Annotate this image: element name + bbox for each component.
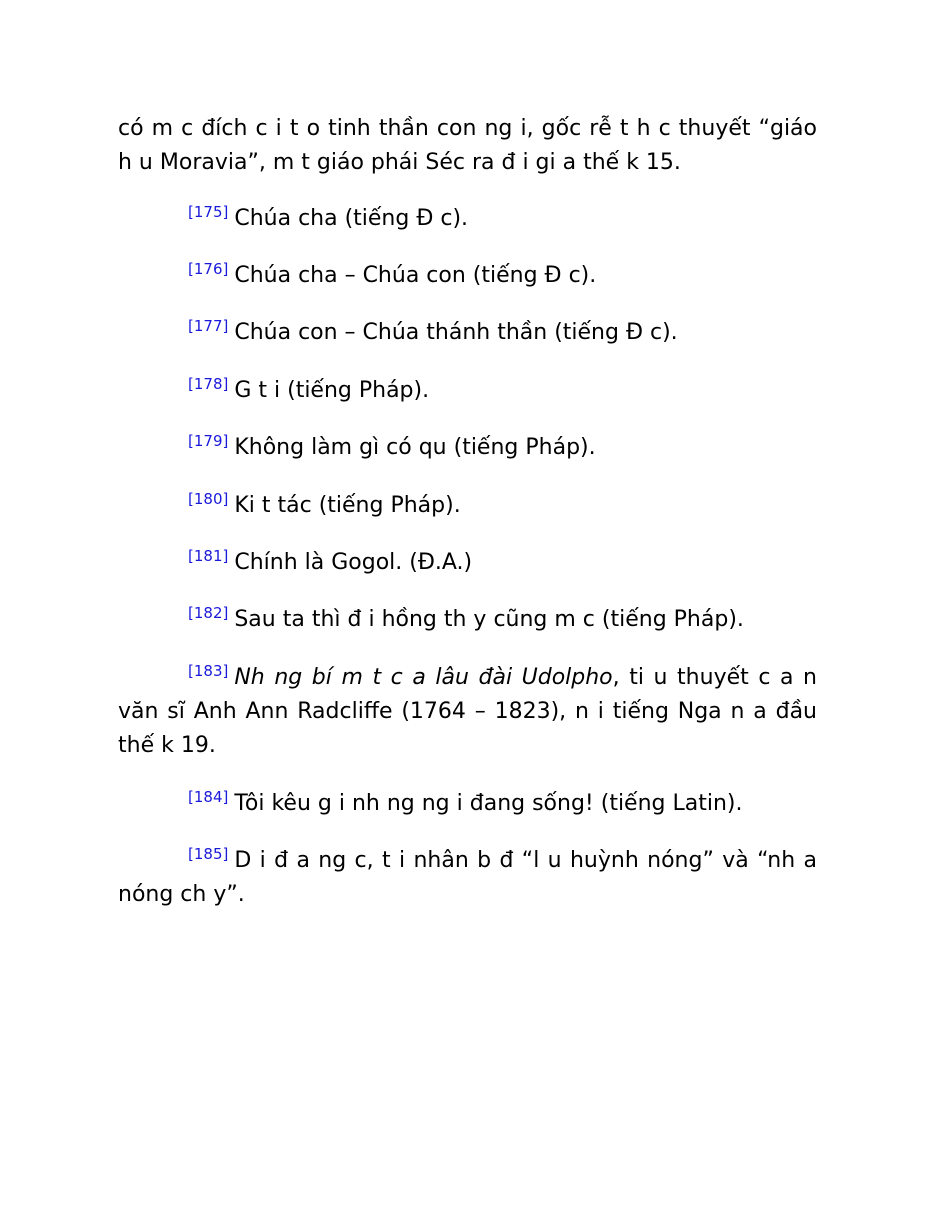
footnote-ref-link[interactable]: [179]	[188, 432, 229, 450]
footnote-176	[118, 259, 817, 293]
footnote-184	[118, 787, 817, 821]
footnote-text: Ki t tác (tiếng Pháp).	[234, 493, 461, 518]
footnote-ref-link[interactable]: [181]	[188, 547, 229, 565]
footnote-ref-link[interactable]: [184]	[188, 788, 229, 806]
footnote-text: Tôi kêu g i nh ng ng i đang sống! (tiếng Latin).	[234, 791, 743, 816]
footnote-175	[118, 202, 817, 236]
footnote-text: Chúa cha (tiếng Đ c).	[234, 206, 469, 231]
footnote-text: D i đ a ng c, t i nhân b đ “l u huỳnh nóng” và “nh a nóng ch y”.	[118, 848, 817, 907]
footnote-ref-link[interactable]: [183]	[188, 662, 229, 680]
footnote-text: Chúa cha – Chúa con (tiếng Đ c).	[234, 263, 597, 288]
footnote-ref-link[interactable]: [176]	[188, 260, 229, 278]
footnote-ref-link[interactable]: [177]	[188, 317, 229, 335]
footnote-ref-link[interactable]: [182]	[188, 604, 229, 622]
intro-paragraph: có m c đích c i t o tinh thần con ng i, gốc rễ t h c thuyết “giáo h u Moravia”, m t giáo phái Séc ra đ i gi a thế k 15.	[118, 116, 817, 175]
footnote-ref-link[interactable]: [180]	[188, 490, 229, 508]
footnote-181	[118, 546, 817, 580]
footnote-text: Không làm gì có qu (tiếng Pháp).	[234, 435, 596, 460]
footnote-text: Chính là Gogol. (Đ.A.)	[234, 550, 473, 575]
footnote-185	[118, 844, 817, 912]
footnote-179	[118, 431, 817, 465]
footnote-ref-link[interactable]: [185]	[188, 845, 229, 863]
footnote-180	[118, 489, 817, 523]
footnote-text: , ti u thuyết c a n văn sĩ Anh Ann Radcliffe (1764 – 1823), n i tiếng Nga n a đầu thế k 19.	[118, 665, 817, 758]
footnote-ref-link[interactable]: [178]	[188, 375, 229, 393]
footnote-book-title: Nh ng bí m t c a lâu đài Udolpho	[234, 665, 613, 690]
footnote-183	[118, 661, 817, 763]
footnote-text: Sau ta thì đ i hồng th y cũng m c (tiếng Pháp).	[234, 607, 744, 632]
footnote-182	[118, 603, 817, 637]
footnote-178	[118, 374, 817, 408]
footnote-ref-link[interactable]: [175]	[188, 203, 229, 221]
footnote-text: G t i (tiếng Pháp).	[234, 378, 430, 403]
footnote-text: Chúa con – Chúa thánh thần (tiếng Đ c).	[234, 320, 678, 345]
footnote-177	[118, 316, 817, 350]
